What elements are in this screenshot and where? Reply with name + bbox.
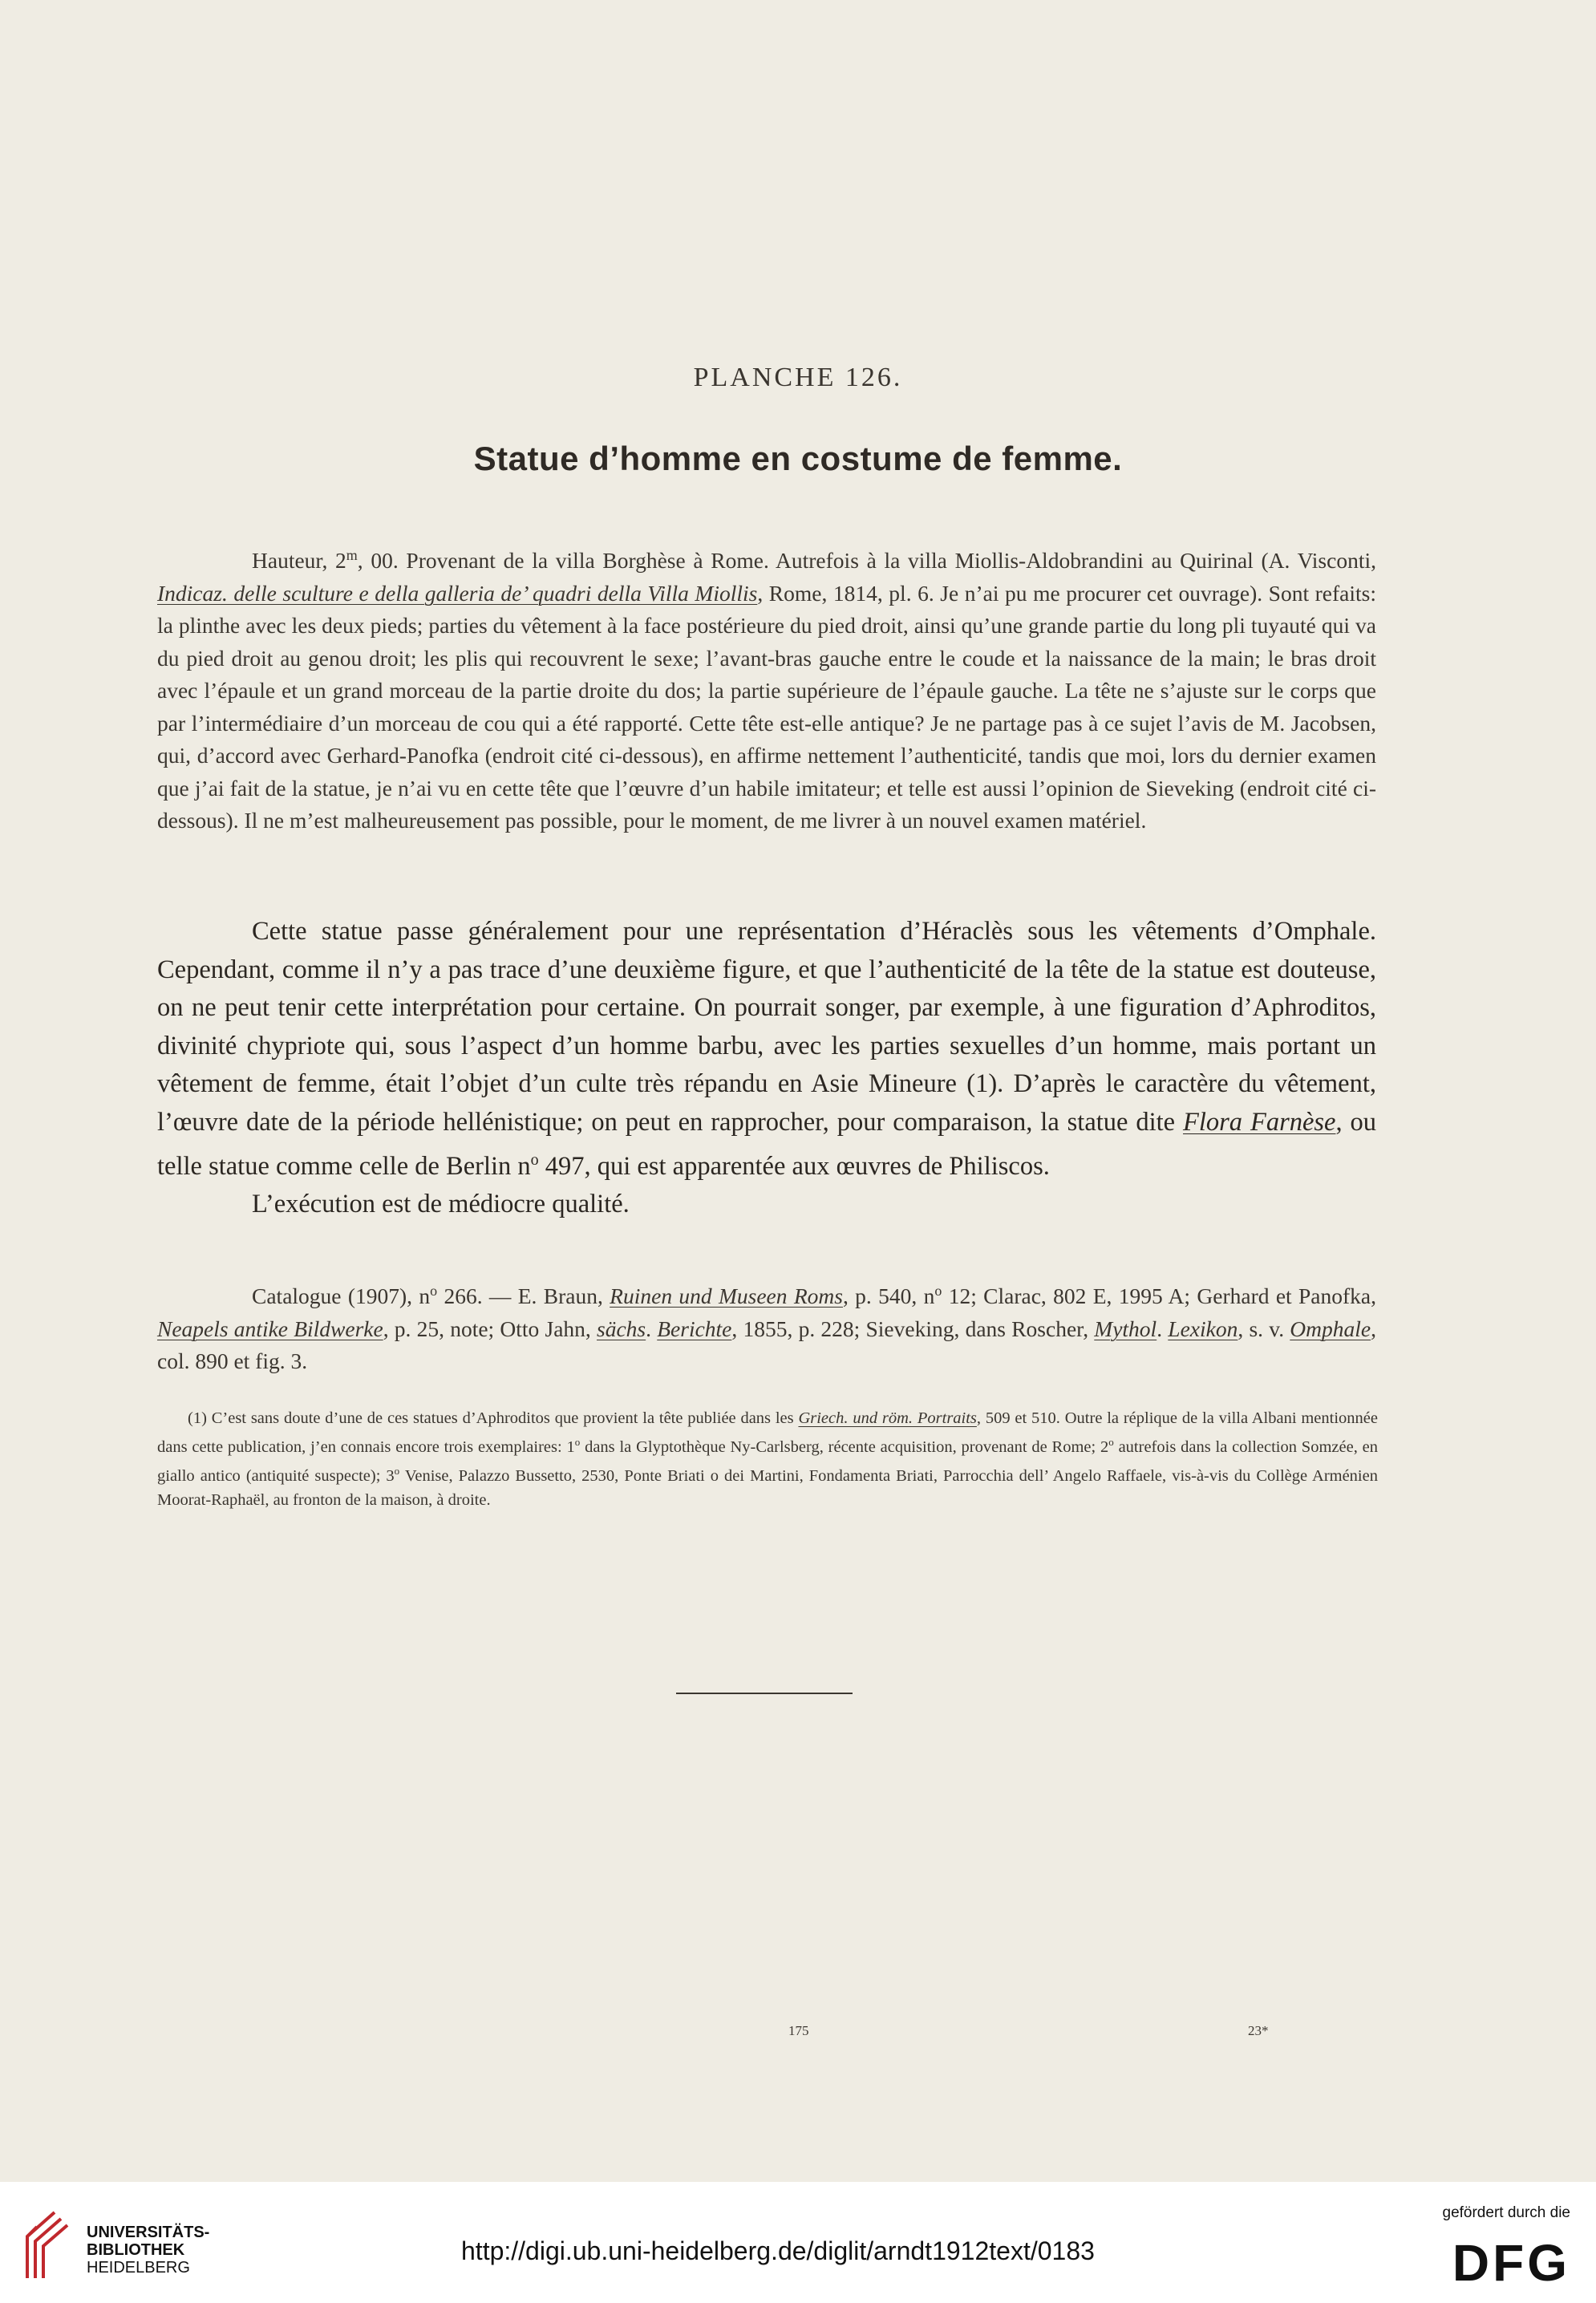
- funding-label: gefördert durch die: [1442, 2204, 1570, 2221]
- page-title: Statue d’homme en costume de femme.: [473, 440, 1123, 477]
- signature-mark: 23*: [1248, 2023, 1269, 2038]
- dfg-logo: DFG: [1452, 2234, 1570, 2292]
- main-text: [157, 913, 1376, 1224]
- library-logo-icon: [22, 2204, 79, 2285]
- quality-paragraph: L’exécution est de médiocre qualité.: [252, 1190, 630, 1219]
- end-rule: [676, 1693, 853, 1694]
- page-number: 175: [788, 2023, 809, 2038]
- library-name: UNIVERSITÄTS- BIBLIOTHEK HEIDELBERG: [87, 2224, 210, 2277]
- digitization-footer: [0, 2182, 1596, 2303]
- footnote: (1) C’est sans doute d’une de ces statues d’Aphroditos que provient la tête publiée dans les Griech. und röm. Portraits, 509 et 510. Outre la réplique de la villa Albani mentionnée dans cette publication, j’en connais encore trois exemplaires: 1$^o$ dans la Glyptothèque Ny-Carlsberg, récente acquisition, provenant de Rome; 2$^o$ autrefois dans la collection Somzée, en giallo antico (antiquité suspecte); 3$^o$ Venise, Palazzo Bussetto, 2530, Ponte Briati o dei Martini, Fondamenta Briati, Parrocchia dell’ Angelo Raffaele, vis-à-vis du Collège Arménien Moorat-Raphaël, au fronton de la maison, à droite.: [157, 1409, 1378, 1509]
- interpretation-paragraph: Cette statue passe généralement pour une représentation d’Héraclès sous les vêtements d’Omphale. Cependant, comme il n’y a pas trace d’une deuxième figure, et que l’authenticité de la tête de la statue est douteuse, on ne peut tenir cette interprétation pour certaine. On pourrait songer, par exemple, à une figuration d’Aphroditos, divinité chypriote qui, sous l’aspect d’un homme barbu, avec les parties sexuelles d’un homme, mais portant un vêtement de femme, était l’objet d’un culte très répandu en Asie Mineure (1). D’après le caractère du vêtement, l’œuvre date de la période hellénistique; on peut en rapprocher, pour comparaison, la statue dite Flora Farnèse, ou telle statue comme celle de Berlin $n^o$ 497, qui est apparentée aux œuvres de Philiscos.: [157, 917, 1377, 1181]
- description-paragraph: Hauteur, 2$^m$, 00. Provenant de la villa Borghèse à Rome. Autrefois à la villa Miollis-Aldobrandini au Quirinal (A. Visconti, Indicaz. delle sculture e della galleria de’ quadri della Villa Miollis, Rome, 1814, pl. 6. Je n’ai pu me procurer cet ouvrage). Sont refaits: la plinthe avec les deux pieds; parties du vêtement à la face postérieure du pied droit, ainsi qu’une grande partie du long pli tuyauté qui va du pied droit au genou droit; les plis qui recouvrent le sexe; l’avant-bras gauche entre le coude et la naissance de la main; le bras droit avec l’épaule et un grand morceau de la partie droite du dos; la partie supérieure de l’épaule gauche. La tête ne s’ajuste sur le corps que par l’intermédiaire d’un morceau de cou qui a été rapporté. Cette tête est-elle antique? Je ne partage pas à ce sujet l’avis de M. Jacobsen, qui, d’accord avec Gerhard-Panofka (endroit cité ci-dessous), en affirme nettement l’authenticité, tandis que moi, lors du dernier examen que j’ai fait de la statue, je n’ai vu en cette tête que l’œuvre d’un habile imitateur; et telle est aussi l’opinion de Sieveking (endroit cité ci-dessous). Il ne m’est malheureusement pas possible, pour le moment, de me livrer à un nouvel examen matériel.: [157, 547, 1376, 833]
- bibliography: Catalogue (1907), $n^o$ 266. — E. Braun, Ruinen und Museen Roms, p. 540, $n^o$ 12; Clarac, 802 E, 1995 A; Gerhard et Panofka, Neapels antike Bildwerke, p. 25, note; Otto Jahn, sächs. Berichte, 1855, p. 228; Sieveking, dans Roscher, Mythol. Lexikon, s. v. Omphale, col. 890 et fig. 3.: [157, 1283, 1376, 1374]
- plate-number: PLANCHE 126.: [693, 363, 903, 392]
- source-url-link[interactable]: http://digi.ub.uni-heidelberg.de/diglit/arndt1912text/0183: [461, 2236, 1095, 2265]
